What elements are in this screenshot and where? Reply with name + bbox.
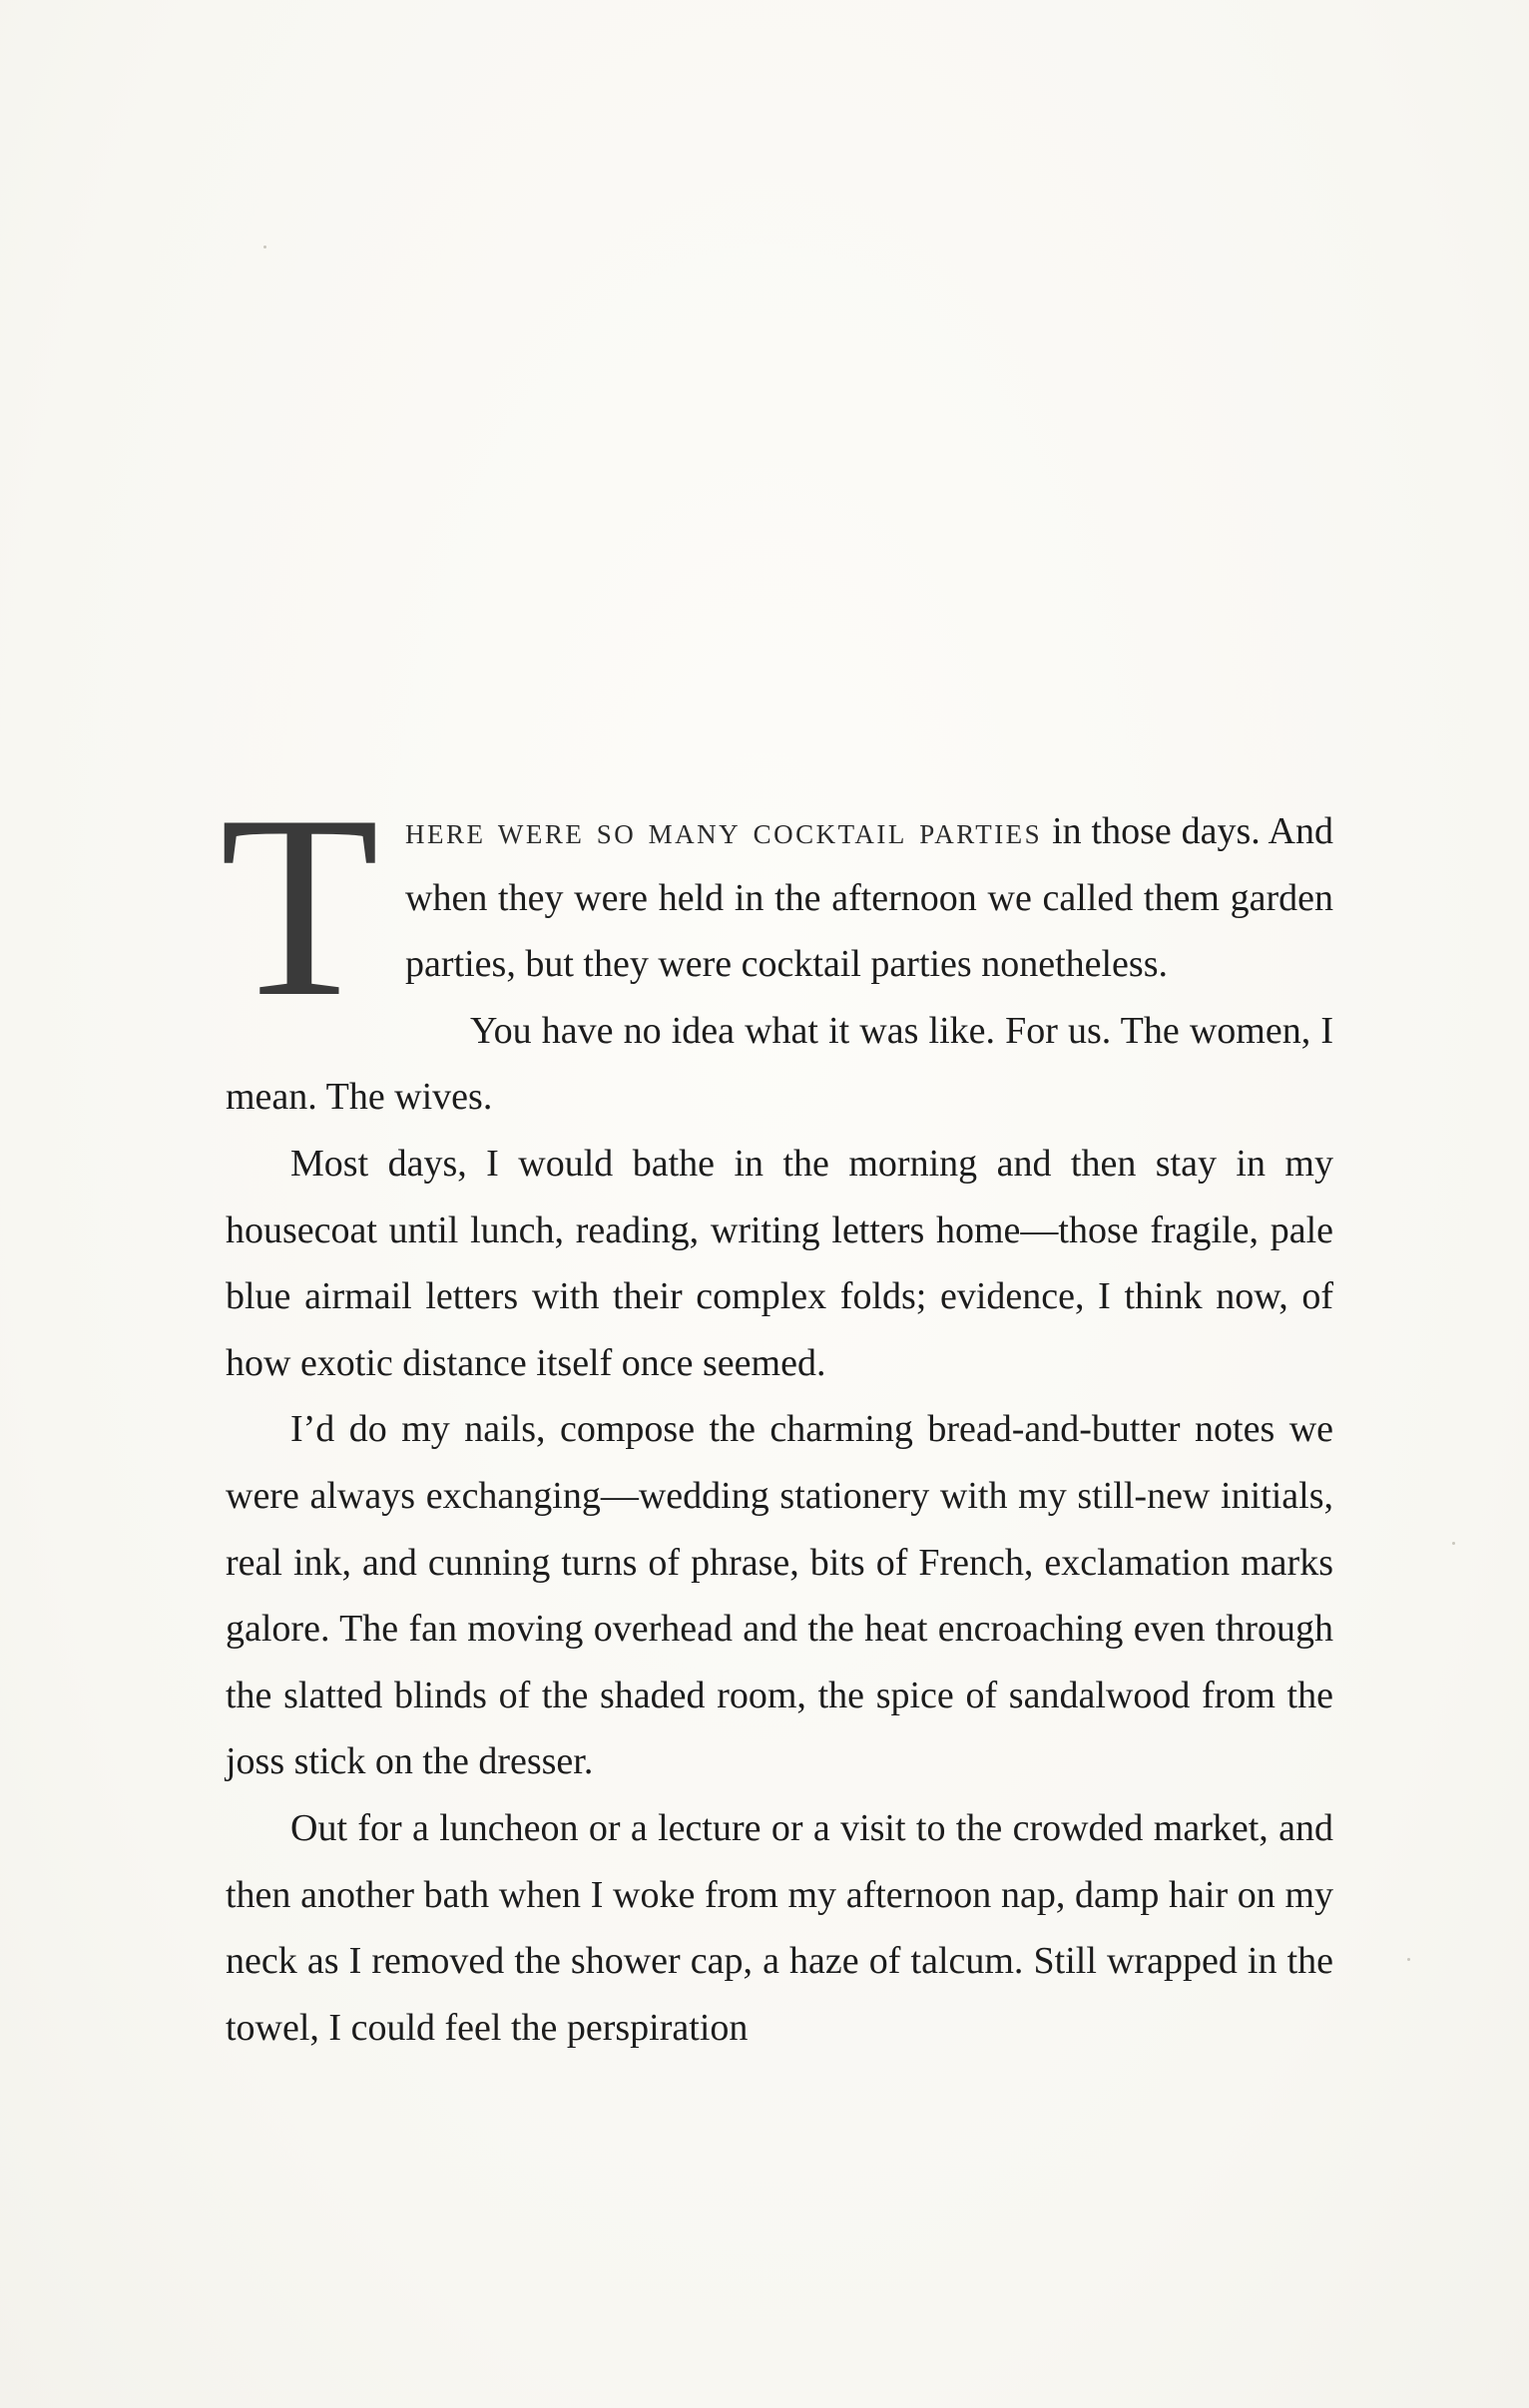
paragraph: I’d do my nails, compose the charming bread-and-butter notes we were always exchanging—wedding stationery with my still-new initials, real ink, and cunning turns of phrase, bits of French, exclamation marks galore. The fan moving overhead and the heat encroaching even through the slatted blinds of the shaded room, the spice of sandalwood from the joss stick on the dresser.	[226, 1408, 1333, 1783]
paper-speck	[263, 245, 266, 248]
drop-cap: T	[220, 761, 380, 1051]
paragraph: You have no idea what it was like. For us. The women, I mean. The wives.	[226, 1009, 1333, 1119]
paper-speck	[1452, 1542, 1455, 1545]
opening-paragraph-text: in those days. And when they were held in the afternoon we called them garden parties, but they were cocktail parties nonetheless.	[405, 810, 1334, 986]
paragraph: Out for a luncheon or a lecture or a visit to the crowded market, and then another bath when I woke from my afternoon nap, damp hair on my neck as I removed the shower cap, a haze of talcum. Still wrapped in the towel, I could feel the perspiration	[226, 1806, 1333, 2049]
body-text	[220, 761, 1334, 2061]
lead-in-small-caps: here were so many cocktail parties	[405, 810, 1043, 852]
paragraph: Most days, I would bathe in the morning and then stay in my housecoat until lunch, reading, writing letters home—those fragile, pale blue airmail letters with their complex folds; evidence, I think now, of how exotic distance itself once seemed.	[226, 1142, 1333, 1384]
opening-paragraph	[220, 761, 1334, 1051]
paper-speck	[1407, 1958, 1410, 1961]
